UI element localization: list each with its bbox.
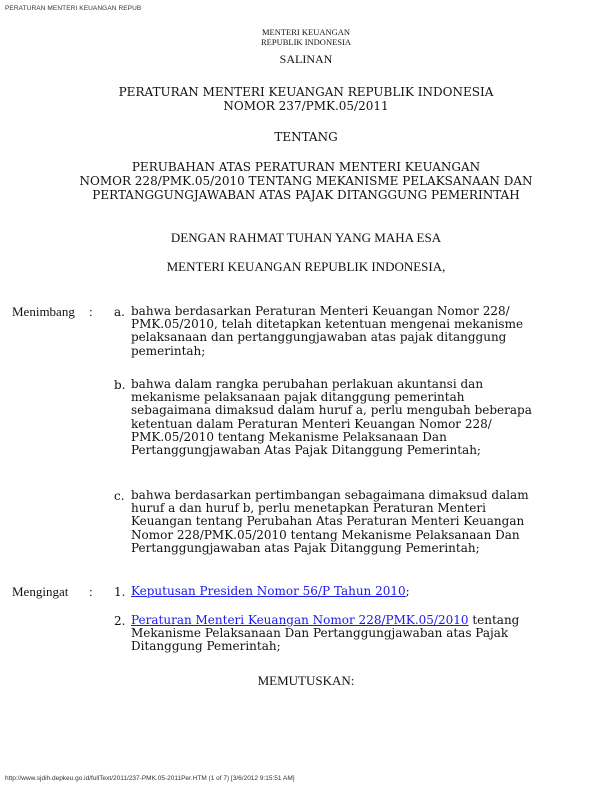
text-line bbox=[131, 585, 596, 598]
menimbang-item-a bbox=[131, 305, 596, 358]
text-line: bahwa dalam rangka perubahan perlakuan akuntansi dan bbox=[131, 377, 484, 391]
running-header: PERATURAN MENTERI KEUANGAN REPUB bbox=[5, 5, 142, 12]
issuer-line-2: REPUBLIK INDONESIA bbox=[261, 37, 351, 47]
regulation-title bbox=[0, 85, 612, 113]
text-line: pemerintah; bbox=[131, 343, 206, 358]
regulation-subject bbox=[0, 160, 612, 202]
text-line: sebagaimana dimaksud dalam huruf a, perlu mengubah beberapa bbox=[131, 403, 532, 418]
link-suffix: ; bbox=[405, 584, 410, 598]
item-marker-a: a. bbox=[114, 305, 125, 319]
text-line: Pertanggungjawaban atas Pajak Ditanggung Pemerintah; bbox=[131, 540, 480, 555]
title-line-1: PERATURAN MENTERI KEUANGAN REPUBLIK INDONESIA bbox=[118, 85, 494, 99]
authority-line: MENTERI KEUANGAN REPUBLIK INDONESIA, bbox=[166, 259, 446, 274]
text-line: huruf a dan huruf b, perlu menetapkan Peraturan Menteri bbox=[131, 501, 486, 516]
issuer-line-1: MENTERI KEUANGAN bbox=[261, 27, 351, 37]
text-line: pelaksanaan dan pertanggungjawaban atas pajak ditanggung bbox=[131, 330, 507, 345]
keppres-56-2010-link[interactable]: Keputusan Presiden Nomor 56/P Tahun 2010 bbox=[131, 584, 406, 598]
text-line: ketentuan dalam Peraturan Menteri Keuangan Nomor 228/ bbox=[131, 416, 492, 431]
text-line: Mekanisme Pelaksanaan Dan Pertanggungjawaban atas Pajak bbox=[131, 626, 509, 641]
text-line: PMK.05/2010 tentang Mekanisme Pelaksanaan Dan bbox=[131, 429, 447, 444]
text-line: PMK.05/2010, telah ditetapkan ketentuan mengenai mekanisme bbox=[131, 317, 524, 332]
issuer-block bbox=[0, 27, 612, 47]
menimbang-item-c bbox=[131, 489, 596, 555]
decision-heading: MEMUTUSKAN: bbox=[257, 673, 355, 688]
item-marker-c: c. bbox=[114, 489, 125, 503]
text-line: Nomor 228/PMK.05/2010 tentang Mekanisme Pelaksanaan Dan bbox=[131, 527, 520, 542]
text-line: Ditanggung Pemerintah; bbox=[131, 639, 281, 654]
menimbang-item-b bbox=[131, 378, 596, 457]
pmk-228-2010-link[interactable]: Peraturan Menteri Keuangan Nomor 228/PMK.05/2010 bbox=[131, 613, 469, 627]
subject-line-3: PERTANGGUNGJAWABAN ATAS PAJAK DITANGGUNG PEMERINTAH bbox=[92, 188, 520, 202]
text-line: bahwa berdasarkan Peraturan Menteri Keuangan Nomor 228/ bbox=[131, 304, 510, 318]
text-line: bahwa berdasarkan pertimbangan sebagaimana dimaksud dalam bbox=[131, 488, 529, 502]
mengingat-item-1 bbox=[131, 585, 596, 598]
menimbang-label: Menimbang bbox=[12, 304, 75, 319]
item-marker-b: b. bbox=[114, 378, 126, 392]
copy-label: SALINAN bbox=[279, 52, 333, 66]
mengingat-item-2 bbox=[131, 614, 596, 654]
subject-line-1: PERUBAHAN ATAS PERATURAN MENTERI KEUANGAN bbox=[131, 160, 481, 174]
text-line: Keuangan tentang Perubahan Atas Peraturan Menteri Keuangan bbox=[131, 514, 525, 529]
page-footer-url: http://www.sjdih.depkeu.go.id/fullText/2011/237-PMK.05-2011Per.HTM (1 of 7) [3/6/2012 9:15:51 AM] bbox=[5, 775, 295, 782]
item-marker-1: 1. bbox=[114, 585, 126, 599]
text-line: Pertanggungjawaban Atas Pajak Ditanggung Pemerintah; bbox=[131, 443, 481, 458]
subject-line-2: NOMOR 228/PMK.05/2010 TENTANG MEKANISME PELAKSANAAN DAN bbox=[79, 174, 533, 188]
about-label: TENTANG bbox=[274, 130, 338, 144]
item-marker-2: 2. bbox=[114, 614, 126, 628]
title-line-2: NOMOR 237/PMK.05/2011 bbox=[223, 99, 389, 113]
blessing-line: DENGAN RAHMAT TUHAN YANG MAHA ESA bbox=[170, 230, 442, 245]
link-suffix: tentang bbox=[468, 613, 520, 627]
text-line: mekanisme pelaksanaan pajak ditanggung pemerintah bbox=[131, 390, 465, 405]
mengingat-colon: : bbox=[89, 584, 93, 599]
mengingat-label: Mengingat bbox=[12, 584, 69, 599]
menimbang-colon: : bbox=[89, 304, 93, 319]
